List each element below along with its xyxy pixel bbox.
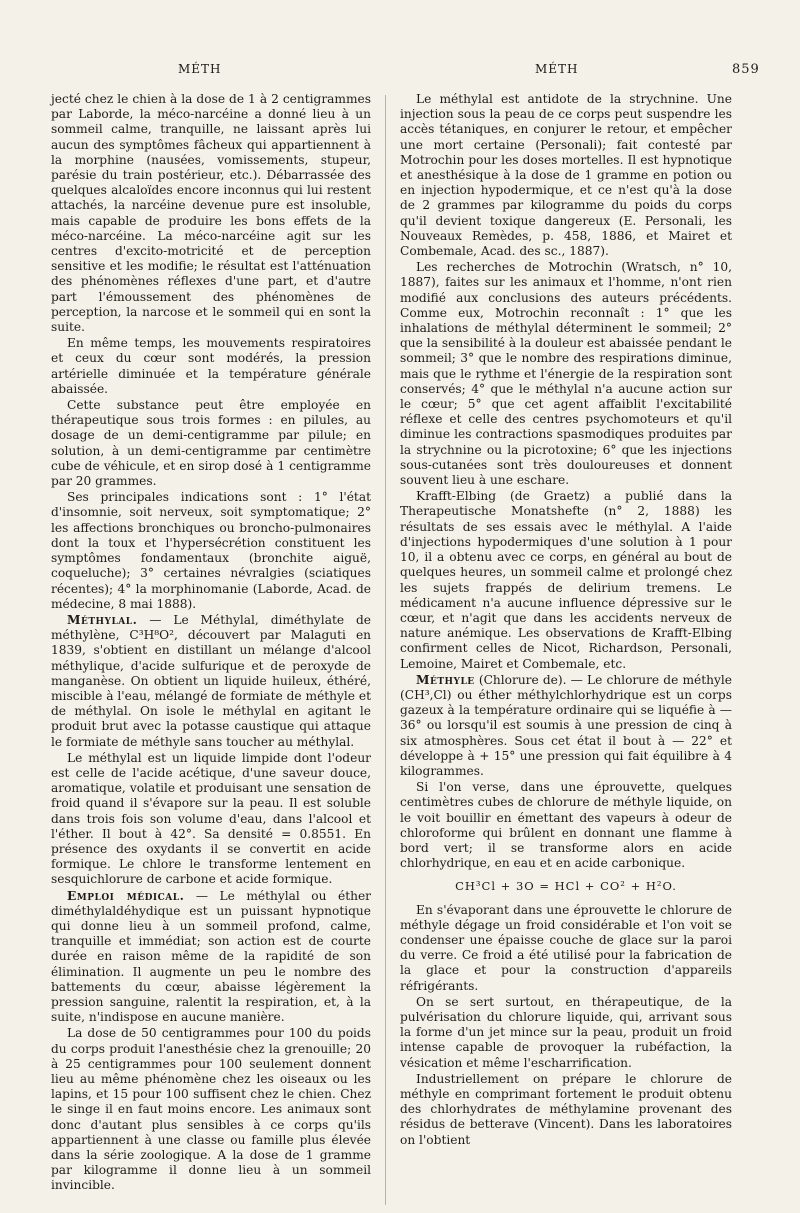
- paragraph: Le méthylal est un liquide limpide dont l'odeur est celle de l'acide acétique, d'une saveur douce, aromatique, volatile et produisant une sensation de froid quand il s'évapore sur la peau. Il est soluble dans trois fois son volume d'eau, dans l'alcool et l'éther. Il bout à 42°. Sa densité = 0.8551. En présence des oxydants il se convertit en acide formique. Le chlore le transforme lentement en sesquichlorure de carbone et acide formique.: [51, 750, 371, 887]
- entry-heading: Méthyle: [416, 672, 475, 687]
- paragraph: Cette substance peut être employée en thérapeutique sous trois formes : en pilules, au dosage de un demi-centigramme par pilule; en solution, à un demi-centigramme par centimètre cube de véhicule, et en sirop dosé à 1 centigramme par 20 grammes.: [51, 398, 371, 489]
- paragraph: Le méthylal est antidote de la strychnine. Une injection sous la peau de ce corps peut suspendre les accès tétaniques, en conjurer le retour, et empêcher une mort certaine (Personali); fait contesté par Motrochin pour les doses mortelles. Il est hypnotique et anesthésique à la dose de 1 gramme en potion ou en injection hypodermique, et ce n'est qu'à la dose de 2 grammes par kilogramme du poids du corps qu'il devient toxique dangereux (E. Personali, les Nouveaux Remèdes, p. 458, 1886, et Mairet et Combemale, Acad. des sc., 1887).: [400, 92, 732, 259]
- paragraph: jecté chez le chien à la dose de 1 à 2 centigrammes par Laborde, la méco-narcéine a donné lieu à un sommeil calme, tranquille, ne laissant après lui aucun des symptômes fâcheux qui appartiennent à la morphine (nausées, vomissements, stupeur, parésie du train postérieur, etc.). Débarrassée des quelques alcaloïdes encore inconnus qui lui restent attachés, la narcéine devenue pure est insoluble, mais capable de produire les bons effets de la méco-narcéine. La méco-narcéine agit sur les centres d'excito-motricité et de perception sensitive et les modifie; le résultat est l'atténuation des phénomènes réflexes d'une part, et d'autre part l'émoussement des phénomènes de perception, la narcose et le sommeil qui en sont la suite.: [51, 92, 371, 335]
- left-column: [51, 92, 371, 1195]
- entry-text: — Le Méthylal, diméthylate de méthylène, C³H⁸O², découvert par Malaguti en 1839, s'obtient en distillant un mélange d'alcool méthylique, d'acide sulfurique et de peroxyde de manganèse. On obtient un liquide huileux, éthéré, miscible à l'eau, mélangé de formiate de méthyle et de méthylal. On isole le méthylal en agitant le produit brut avec la potasse caustique qui attaque le formiate de méthyle sans toucher au méthylal.: [51, 612, 372, 749]
- entry-text: — Le méthylal ou éther diméthylaldéhydique est un puissant hypnotique qui donne lieu à un sommeil profond, calme, tranquille et immédiat; son action est de courte durée en raison même de la rapidité de son élimination. Il augmente un peu le nombre des battements du cœur, abaisse légèrement la pression sanguine, ralentit la respiration, et, à la suite, n'indispose en aucune manière.: [51, 888, 371, 1025]
- paragraph: Les recherches de Motrochin (Wratsch, n° 10, 1887), faites sur les animaux et l'homme, n'ont rien modifié aux conclusions des auteurs précédents. Comme eux, Motrochin reconnaît : 1° que les inhalations de méthylal déterminent le sommeil; 2° que la sensibilité à la douleur est abaissée pendant le sommeil; 3° que le nombre des respirations diminue, mais que le rythme et l'énergie de la respiration sont conservés; 4° que le méthylal n'a aucune action sur le cœur; 5° que cet agent affaiblit l'excitabilité réflexe et celle des centres psychomoteurs et qu'il diminue les contractions spasmodiques produites par la strychnine ou la picrotoxine; 6° que les injections sous-cutanées sont très douloureuses et donnent souvent lieu à une eschare.: [400, 260, 732, 488]
- right-column: [400, 92, 732, 1149]
- paragraph: Si l'on verse, dans une éprouvette, quelques centimètres cubes de chlorure de méthyle liquide, on le voit bouillir en émettant des vapeurs à odeur de chloroforme qui brûlent en donnant une flamme à bord vert; il se transforme alors en acide chlorhydrique, en eau et en acide carbonique.: [400, 780, 732, 871]
- paragraph: Ses principales indications sont : 1° l'état d'insomnie, soit nerveux, soit symptomatique; 2° les affections bronchiques ou broncho-pulmonaires dont la toux et l'hypersécrétion constituent les symptômes fondamentaux (bronchite aiguë, coqueluche); 3° certaines névralgies (sciatiques récentes); 4° la morphinomanie (Laborde, Acad. de médecine, 8 mai 1888).: [51, 490, 371, 611]
- paragraph: En même temps, les mouvements respiratoires et ceux du cœur sont modérés, la pression artérielle diminuée et la température générale abaissée.: [51, 336, 371, 396]
- section-heading: Emploi médical.: [67, 888, 185, 903]
- entry-methylal: [51, 613, 371, 750]
- paragraph: En s'évaporant dans une éprouvette le chlorure de méthyle dégage un froid considérable et l'on voit se condenser une épaisse couche de glace sur la paroi du verre. Ce froid a été utilisé pour la fabrication de la glace et pour la construction d'appareils réfrigérants.: [400, 902, 732, 993]
- paragraph: Industriellement on prépare le chlorure de méthyle en comprimant fortement le produit obtenu des chlorhydrates de méthylamine provenant des résidus de betterave (Vincent). Dans les laboratoires on l'obtient: [400, 1071, 732, 1147]
- paragraph: La dose de 50 centigrammes pour 100 du poids du corps produit l'anesthésie chez la grenouille; 20 à 25 centigrammes pour 100 seulement donnent lieu au même phénomène chez les oiseaux ou les lapins, et 15 pour 100 suffisent chez le chien. Chez le singe il en faut moins encore. Les animaux sont donc d'autant plus sensibles à ce corps qu'ils appartiennent à une classe ou famille plus élevée dans la série zoologique. A la dose de 1 gramme par kilogramme il donne lieu à un sommeil invincible.: [51, 1026, 371, 1193]
- running-header: [0, 62, 800, 82]
- page-number: 859: [732, 62, 760, 77]
- entry-emploi: [51, 889, 371, 1026]
- running-head-right: MÉTH: [535, 62, 579, 76]
- column-divider: [385, 95, 386, 1205]
- paragraph: Krafft-Elbing (de Graetz) a publié dans la Therapeutische Monatshefte (n° 2, 1888) les résultats de ses essais avec le méthylal. A l'aide d'injections hypodermiques d'une solution à 1 pour 10, il a obtenu avec ce corps, en général au bout de quelques heures, un sommeil calme et prolongé chez les sujets frappés de delirium tremens. Le médicament n'a aucune influence dépressive sur le cœur, et n'agit que dans les accidents nerveux de nature anémique. Les observations de Krafft-Elbing confirment celles de Nicot, Richardson, Personali, Lemoine, Mairet et Combemale, etc.: [400, 489, 732, 671]
- entry-text: (Chlorure de). — Le chlorure de méthyle (CH³,Cl) ou éther méthylchlorhydrique est un corps gazeux à la température ordinaire qui se liquéfie à — 36° ou lorsqu'il est soumis à une pression de cinq à six atmosphères. Sous cet état il bout à — 22° et développe à + 15° une pression qui fait équilibre à 4 kilogrammes.: [400, 672, 732, 778]
- paragraph: On se sert surtout, en thérapeutique, de la pulvérisation du chlorure liquide, qui, arrivant sous la forme d'un jet mince sur la peau, produit un froid intense capable de provoquer la rubéfaction, la vésication et même l'escharrification.: [400, 994, 732, 1070]
- running-head-left: MÉTH: [178, 62, 222, 76]
- entry-heading: Méthylal.: [67, 612, 138, 627]
- chemical-equation: CH³Cl + 3O = HCl + CO² + H²O.: [455, 879, 677, 894]
- entry-methyle: [400, 673, 732, 779]
